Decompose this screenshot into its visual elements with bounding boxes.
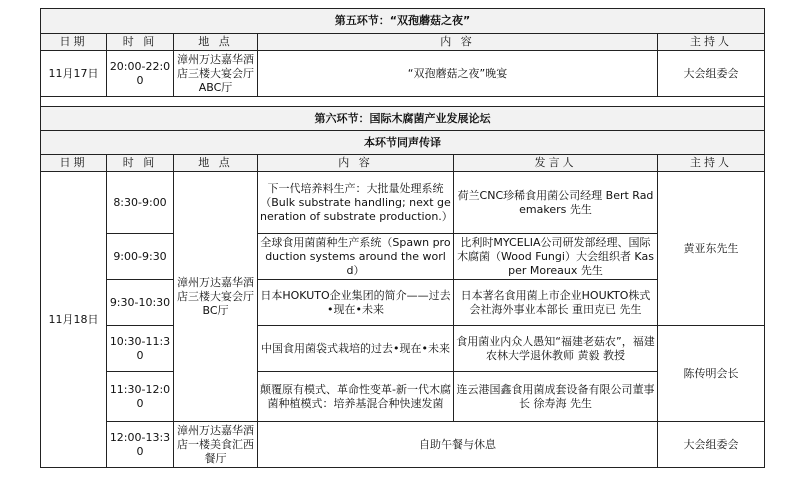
section6-title: 第六环节：国际木腐菌产业发展论坛 bbox=[41, 107, 765, 131]
row-time: 9:00-9:30 bbox=[107, 234, 174, 280]
row-time: 9:30-10:30 bbox=[107, 280, 174, 326]
row-speaker: 比利时MYCELIA公司研发部经理、国际木腐菌（Wood Fungi）大会组织者 Kasper Moreaux 先生 bbox=[454, 234, 658, 280]
lunch-place: 漳州万达嘉华酒店一楼美食汇西餐厅 bbox=[174, 422, 258, 468]
row-time: 11:30-12:00 bbox=[107, 372, 174, 422]
section5-title: 第五环节：“双孢蘑菇之夜” bbox=[41, 9, 765, 34]
header-place: 地 点 bbox=[174, 34, 258, 51]
row-host: 大会组委会 bbox=[658, 51, 765, 97]
lunch-content: 自助午餐与休息 bbox=[258, 422, 658, 468]
row-speaker: 荷兰CNC珍稀食用菌公司经理 Bert Rademakers 先生 bbox=[454, 172, 658, 234]
row-content: 颠覆原有模式、革命性变革-新一代木腐菌种植模式：培养基混合种快速发菌 bbox=[258, 372, 454, 422]
lunch-host: 大会组委会 bbox=[658, 422, 765, 468]
forum-host-a: 黄亚东先生 bbox=[658, 172, 765, 326]
header-content: 内 容 bbox=[258, 34, 658, 51]
row-speaker: 食用菌业内众人愚知“福建老菇农”，福建农林大学退休教师 黄毅 教授 bbox=[454, 326, 658, 372]
row-content: 全球食用菌菌种生产系统（Spawn production systems around the world） bbox=[258, 234, 454, 280]
forum-host-b: 陈传明会长 bbox=[658, 326, 765, 422]
lunch-time: 12:00-13:30 bbox=[107, 422, 174, 468]
row-speaker: 日本著名食用菌上市企业HOUKTO株式会社海外事业本部长 重田克已 先生 bbox=[454, 280, 658, 326]
spacer-row bbox=[41, 97, 765, 107]
row-content: 下一代培养料生产：大批量处理系统（Bulk substrate handling; next generation of substrate production.） bbox=[258, 172, 454, 234]
row-speaker: 连云港国鑫食用菌成套设备有限公司董事长 徐寿海 先生 bbox=[454, 372, 658, 422]
header-date: 日期 bbox=[41, 155, 107, 172]
header-host: 主持人 bbox=[658, 34, 765, 51]
forum-date: 11月18日 bbox=[41, 172, 107, 468]
row-date: 11月17日 bbox=[41, 51, 107, 97]
forum-place: 漳州万达嘉华酒店三楼大宴会厅BC厅 bbox=[174, 172, 258, 422]
header-place: 地 点 bbox=[174, 155, 258, 172]
header-time: 时 间 bbox=[107, 34, 174, 51]
header-speaker: 发言人 bbox=[454, 155, 658, 172]
row-content: “双孢蘑菇之夜”晚宴 bbox=[258, 51, 658, 97]
row-place: 漳州万达嘉华酒店三楼大宴会厅ABC厅 bbox=[174, 51, 258, 97]
header-time: 时 间 bbox=[107, 155, 174, 172]
row-time: 20:00-22:00 bbox=[107, 51, 174, 97]
header-content: 内 容 bbox=[258, 155, 454, 172]
row-content: 日本HOKUTO企业集团的简介——过去•现在•未来 bbox=[258, 280, 454, 326]
header-host: 主持人 bbox=[658, 155, 765, 172]
section6-subtitle: 本环节同声传译 bbox=[41, 131, 765, 155]
header-date: 日期 bbox=[41, 34, 107, 51]
row-content: 中国食用菌袋式栽培的过去•现在•未来 bbox=[258, 326, 454, 372]
row-time: 8:30-9:00 bbox=[107, 172, 174, 234]
schedule-table bbox=[40, 8, 765, 468]
row-time: 10:30-11:30 bbox=[107, 326, 174, 372]
